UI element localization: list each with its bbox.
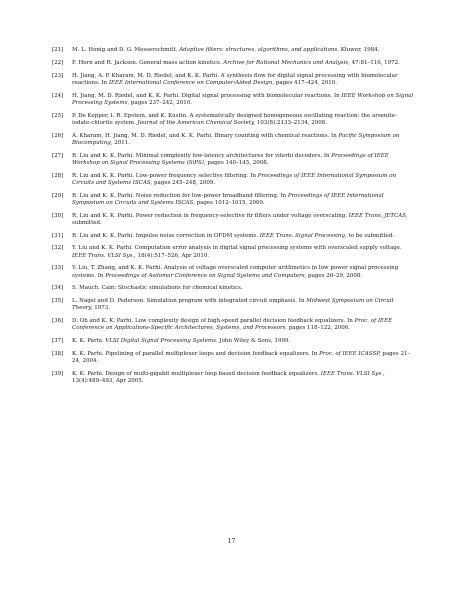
- reference-text: F. Horn and R. Jackson. General mass action kinetics.: [72, 59, 224, 66]
- reference-text: H. Jiang, M. D. Riedel, and K. K. Parhi. Digital signal processing with biomolecular reactions. In: [72, 92, 342, 99]
- reference-item: [52, 233, 414, 240]
- reference-item: [52, 60, 414, 67]
- reference-item: [52, 47, 414, 54]
- reference-details: to be submitted.: [346, 232, 395, 239]
- reference-text: Y. Liu and K. K. Parhi. Computation error analysis in digital signal processing systems with overscaled supply voltage.: [72, 245, 402, 252]
- reference-item: [52, 245, 414, 259]
- reference-details: pages 237–242, 2010.: [129, 99, 193, 106]
- reference-number: [33]: [52, 265, 64, 272]
- reference-number: [32]: [52, 245, 64, 252]
- reference-details: 47:81–116, 1972.: [349, 59, 400, 66]
- reference-number: [23]: [52, 72, 64, 79]
- reference-venue: IEEE Trans. Signal Processing,: [259, 232, 347, 239]
- reference-number: [38]: [52, 350, 64, 357]
- reference-details: Kluwer, 1984.: [339, 47, 380, 53]
- reference-item: [52, 113, 414, 127]
- reference-number: [27]: [52, 152, 64, 159]
- reference-item: [52, 153, 414, 167]
- reference-text: K. K. Parhi. Design of multi-gigabit multiplexer loop based decision feedback equalizers.: [72, 370, 321, 377]
- reference-item: [52, 193, 414, 207]
- reference-venue: IEEE Workshop on Signal Processing Systems,: [72, 92, 414, 106]
- reference-text: R. Liu and K. K. Parhi. Impulse noise correction in OFDM systems.: [72, 232, 260, 239]
- reference-details: John Wiley & Sons, 1999.: [217, 338, 291, 345]
- reference-text: H. Jiang, A. P. Kharam, M. D. Riedel, and K. K. Parhi. A synthesis flow for digital signal processing with biomolecular reactions. In: [72, 72, 398, 86]
- reference-text: R. Liu and K. K. Parhi. Low-power frequency selective filtering. In: [72, 172, 258, 179]
- reference-venue: Proceedings of IEEE International Symposium on Circuits and Systems ISCAS,: [72, 172, 397, 186]
- reference-details: pages 417–424, 2010.: [274, 79, 338, 86]
- reference-number: [28]: [52, 172, 64, 179]
- reference-number: [34]: [52, 285, 64, 292]
- reference-text: D. Oh and K. K. Parhi. Low complexity design of high-speed parallel decision feedback equalizers. In: [72, 318, 355, 325]
- reference-details: 18(4):517–526, Apr 2010.: [135, 252, 210, 259]
- reference-details: 13(4):489–493, Apr 2005.: [72, 378, 144, 385]
- reference-venue: IEEE Trans. VLSI Sys.,: [320, 370, 385, 377]
- reference-venue: Proceedings of IEEE Workshop on Signal Processing Systems (SiPS),: [72, 152, 389, 166]
- reference-details: 1973.: [92, 305, 111, 312]
- reference-venue: Proceedings of Asilomar Conference on Signal Systems and Computers,: [105, 272, 307, 279]
- reference-number: [21]: [52, 47, 64, 53]
- reference-text: A. Kharam, H. Jiang, M. D. Riedel, and K. K. Parhi. Binary counting with chemical reactions. In: [72, 132, 339, 139]
- reference-number: [30]: [52, 212, 64, 219]
- reference-text: P. De Kepper, I. R. Epstein, and K. Kustin. A systematically designed homogeneous oscillating reaction: the arsenite-iodate-chlorite system.: [72, 112, 397, 126]
- reference-venue: Archive for Rational Mechanics and Analysis,: [223, 59, 350, 66]
- reference-number: [25]: [52, 112, 64, 119]
- reference-details: pages 1012–1015, 2009.: [194, 199, 265, 206]
- reference-item: [52, 93, 414, 107]
- reference-text: K. K. Parhi. Pipelining of parallel multiplexer loops and decision feedback equalizers. In: [72, 350, 320, 357]
- reference-venue: IEEE International Conference on Computer-Aided Design,: [108, 79, 275, 86]
- reference-item: [52, 351, 414, 365]
- reference-text: R. Liu and K. K. Parhi. Power reduction in frequency-selective fir filters under voltage overscaling.: [72, 212, 349, 219]
- reference-details: 2011.: [112, 139, 131, 146]
- reference-item: [52, 285, 414, 292]
- reference-number: [22]: [52, 59, 64, 66]
- reference-text: L. Nagel and D. Pederson. Simulation program with integrated circuit emphasis. In: [72, 298, 307, 305]
- reference-number: [39]: [52, 370, 64, 377]
- reference-number: [26]: [52, 132, 64, 139]
- reference-number: [37]: [52, 338, 64, 345]
- reference-item: [52, 371, 414, 385]
- reference-list: [52, 47, 414, 391]
- reference-details: pages 140–145, 2008.: [205, 159, 269, 166]
- reference-venue: VLSI Digital Signal Processing Systems.: [105, 338, 218, 345]
- reference-number: [36]: [52, 318, 64, 325]
- reference-text: K. K. Parhi.: [72, 338, 106, 345]
- reference-venue: IEEE Trans. VLSI Sys.,: [72, 252, 136, 259]
- reference-details: pages 118–122, 2006.: [287, 325, 351, 332]
- reference-text: S. Mauch. Cain: Stochastic simulations for chemical kinetics.: [72, 285, 243, 292]
- reference-item: [52, 338, 414, 345]
- reference-venue: Adaptive filters: structures, algorithms, and applications.: [179, 47, 339, 53]
- reference-number: [35]: [52, 298, 64, 305]
- reference-item: [52, 213, 414, 227]
- reference-item: [52, 133, 414, 147]
- reference-text: R. Liu and K. K. Parhi. Minimal complexity low-latency architectures for viterbi decoders. In: [72, 152, 332, 159]
- reference-text: Y. Liu, T. Zhang, and K. K. Parhi. Analysis of voltage overscaled computer arithmetics in low power signal processing systems. In: [72, 265, 399, 279]
- page-number: 17: [227, 538, 236, 545]
- reference-details: pages 21–24, 2004.: [72, 350, 411, 365]
- reference-details: pages 245–248, 2009.: [152, 179, 216, 186]
- reference-venue: Midwest Symposium on Circuit Theory,: [72, 298, 394, 312]
- reference-venue: Journal of the American Chemical Society,: [137, 119, 256, 126]
- reference-text: R. Liu and K. K. Parhi. Noise reduction for low-power broadband filtering. In: [72, 192, 288, 199]
- reference-details: pages 26–29, 2008.: [306, 272, 363, 279]
- reference-venue: Proc. of IEEE Conference on Applications-Specific Architectures, Systems, and Processors,: [72, 318, 393, 332]
- reference-details: submitted.: [72, 219, 102, 226]
- reference-venue: Proc. of IEEE ICASSP,: [319, 350, 381, 357]
- reference-item: [52, 73, 414, 87]
- reference-text: M. L. Honig and D. G. Messerschmitt.: [72, 47, 180, 53]
- reference-details: 103(8):2133–2134, 2008.: [255, 119, 328, 126]
- reference-item: [52, 298, 414, 312]
- reference-item: [52, 265, 414, 279]
- reference-item: [52, 173, 414, 187]
- reference-number: [29]: [52, 192, 64, 199]
- reference-venue: Pacific Symposium on Biocomputing,: [72, 132, 400, 146]
- reference-venue: IEEE Trans. JETCAS,: [348, 212, 408, 219]
- reference-number: [31]: [52, 232, 64, 239]
- reference-venue: Proceedings of IEEE International Symposium on Circuits and Systems ISCAS,: [72, 192, 384, 206]
- reference-number: [24]: [52, 92, 64, 99]
- reference-item: [52, 318, 414, 332]
